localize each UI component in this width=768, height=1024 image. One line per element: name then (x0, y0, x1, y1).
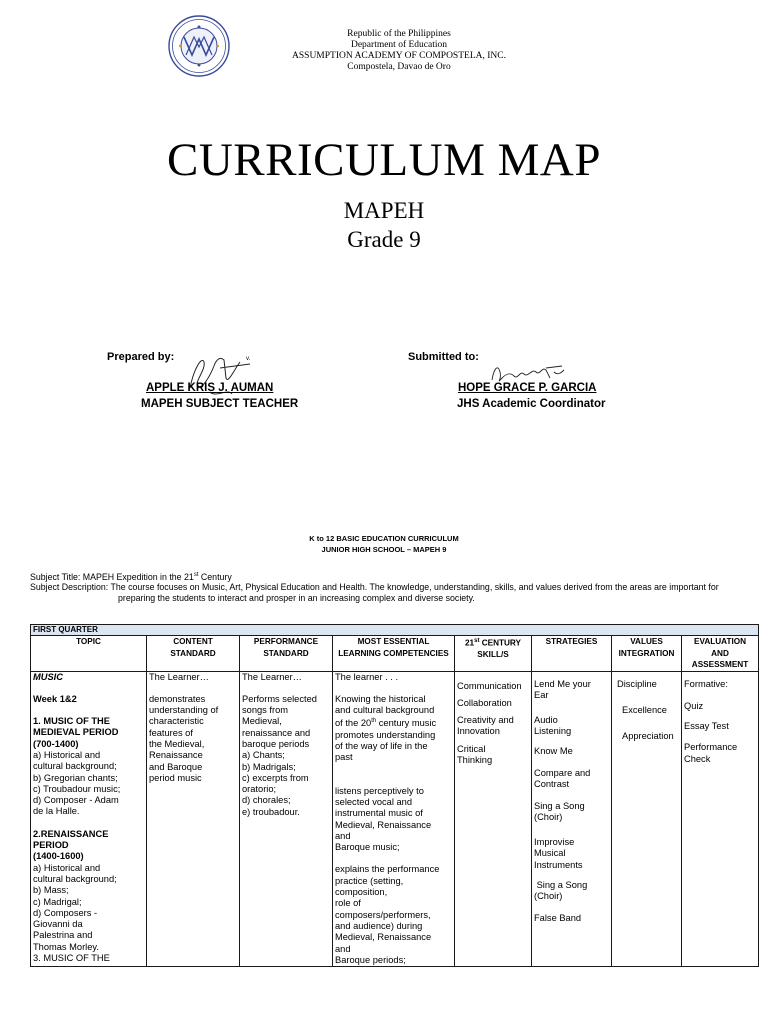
preparer-role: MAPEH SUBJECT TEACHER (141, 398, 299, 410)
melc-line: practice (setting, (335, 875, 404, 886)
curriculum-line-2: JUNIOR HIGH SCHOOL – MAPEH 9 (321, 545, 447, 554)
performance-line: Medieval, (242, 716, 282, 727)
performance-standard-cell (240, 671, 333, 967)
topic-line: (1400-1600) (33, 851, 84, 862)
subject-name: MAPEH (343, 198, 425, 223)
evaluation-item: Formative: (684, 678, 728, 689)
header-line-deped: Department of Education (350, 40, 448, 50)
melc-line: The learner . . . (335, 671, 399, 682)
strategy-item: Listening (534, 726, 572, 737)
topic-line: (700-1400) (33, 738, 79, 749)
header-values-integration (612, 636, 682, 672)
topic-line: 1. MUSIC OF THE (33, 716, 110, 727)
header-text: STANDARD (263, 648, 309, 658)
header-text: CONTENT (173, 637, 213, 646)
content-standard-cell (147, 671, 240, 967)
strategy-item: Contrast (534, 779, 570, 790)
melc-line: explains the performance (335, 864, 440, 875)
school-header (0, 29, 768, 73)
melc-line: role of (335, 898, 361, 909)
topic-line: c) Madrigal; (33, 896, 82, 907)
topic-line: Giovanni da (33, 919, 83, 930)
topic-line: a) Historical and (33, 749, 101, 760)
topic-line: b) Gregorian chants; (33, 772, 118, 783)
melc-line: composition, (335, 887, 388, 898)
column-headers (31, 636, 759, 672)
subject-description-line-2: preparing the students to interact and prosper in an increasing complex and diverse society. (118, 593, 475, 603)
header-topic-text: TOPIC (76, 637, 101, 646)
value-item: Appreciation (622, 731, 674, 742)
melc-line: and cultural background (335, 705, 435, 716)
content-line: demonstrates (149, 693, 206, 704)
skill-item: Communication (457, 680, 522, 691)
melc-line: Medieval, Renaissance (335, 819, 432, 830)
skill-item: Thinking (457, 754, 493, 765)
topic-line: d) Composers - (33, 907, 98, 918)
svg-text:v.: v. (246, 356, 251, 362)
strategy-item: Sing a Song (534, 880, 588, 891)
preparer-name: APPLE KRIS J. AUMAN (146, 382, 274, 394)
header-line-republic: Republic of the Philippines (347, 29, 451, 39)
topic-line: Palestrina and (33, 930, 93, 941)
header-text: ASSESSMENT (691, 660, 749, 669)
value-item: Excellence (622, 704, 667, 715)
evaluation-item: Check (684, 753, 711, 764)
melc-line: Medieval, Renaissance (335, 932, 432, 943)
melc-line: Knowing the historical (335, 693, 426, 704)
subject-title (30, 570, 232, 583)
performance-line: d) chorales; (242, 795, 291, 806)
header-text (457, 636, 529, 649)
grade-level: Grade 9 (347, 227, 421, 252)
header-text: PERFORMANCE (253, 637, 319, 646)
content-line: features of (149, 727, 193, 738)
topic-line: PERIOD (33, 840, 69, 851)
header-strategies (532, 636, 612, 672)
header-text: INTEGRATION (618, 648, 675, 658)
melc-sup: th (371, 718, 377, 725)
curriculum-line-1: K to 12 BASIC EDUCATION CURRICULUM (309, 534, 459, 543)
melc-line: listens perceptively to (335, 785, 424, 796)
content-line: and Baroque (149, 761, 203, 772)
strategy-item: Compare and (534, 767, 591, 778)
strategy-item: Audio (534, 715, 558, 726)
skill-item: Collaboration (457, 697, 512, 708)
strategies-cell (532, 671, 612, 967)
content-line: characteristic (149, 716, 204, 727)
header-text: STRATEGIES (545, 637, 598, 646)
evaluation-cell (682, 671, 759, 967)
skill-item: Innovation (457, 726, 500, 737)
strategy-item: Sing a Song (534, 800, 585, 811)
melc-text: of the 20 (335, 718, 372, 729)
content-line: The Learner… (149, 671, 209, 682)
evaluation-item: Quiz (684, 700, 704, 711)
strategy-item: Musical (534, 848, 566, 859)
skills-cell (455, 671, 532, 967)
header-sup: st (474, 638, 480, 644)
header-text: VALUES (630, 637, 663, 646)
header-text: CENTURY (479, 638, 521, 648)
topic-line: a) Historical and (33, 862, 101, 873)
header-text: EVALUATION (694, 637, 747, 646)
header-text: LEARNING COMPETENCIES (338, 648, 449, 658)
topic-line: MEDIEVAL PERIOD (33, 727, 119, 738)
performance-line: Performs selected (242, 693, 317, 704)
header-content-standard (147, 636, 240, 672)
subject-title-text: Subject Title: MAPEH Expedition in the 21 (30, 571, 194, 582)
performance-line: songs from (242, 705, 288, 716)
topic-line: de la Halle. (33, 806, 80, 817)
curriculum-map-table (30, 624, 759, 967)
header-text: 21 (465, 638, 475, 648)
header-text: AND (711, 648, 729, 658)
subject-title-sup: st (193, 572, 199, 578)
header-evaluation (682, 636, 759, 672)
melc-line: Baroque music; (335, 842, 400, 853)
melc-line: and (335, 943, 351, 954)
strategy-item: Instruments (534, 859, 583, 870)
melc-cell (333, 671, 455, 967)
topic-line: c) Troubadour music; (33, 783, 121, 794)
submitted-to-label: Submitted to: (408, 351, 479, 363)
strategy-item: Ear (534, 689, 549, 700)
melc-line: instrumental music of (335, 808, 423, 819)
melc-text: century music (376, 718, 437, 729)
performance-line: e) troubadour. (242, 806, 300, 817)
strategy-item: Lend Me your (534, 678, 591, 689)
skill-item: Critical (457, 743, 486, 754)
header-text: MOST ESSENTIAL (357, 637, 430, 646)
evaluation-item: Performance (684, 742, 738, 753)
topic-line: 3. MUSIC OF THE (33, 953, 110, 964)
performance-line: a) Chants; (242, 750, 285, 761)
coordinator-role: JHS Academic Coordinator (457, 398, 606, 410)
topic-line: d) Composer - Adam (33, 795, 119, 806)
performance-line: baroque periods (242, 738, 310, 749)
header-text: STANDARD (170, 648, 216, 658)
header-melc (333, 636, 455, 672)
melc-line: past (335, 752, 353, 763)
strategy-item: False Band (534, 912, 582, 923)
topic-line: 2.RENAISSANCE (33, 828, 109, 839)
topic-week: Week 1&2 (33, 693, 77, 704)
header-topic (31, 636, 147, 672)
skill-item: Creativity and (457, 715, 514, 726)
topic-line: Thomas Morley. (33, 941, 99, 952)
table-row (31, 671, 759, 967)
values-cell (612, 671, 682, 967)
melc-line: and (335, 830, 351, 841)
melc-line: promotes understanding (335, 729, 436, 740)
strategy-item: Know Me (534, 745, 573, 756)
strategy-item: Improvise (534, 837, 575, 848)
subject-description-line-1: Subject Description: The course focuses on Music, Art, Physical Education and Health. The knowledge, understanding, skills, and values derived from the areas are important for (30, 582, 719, 592)
melc-line: composers/performers, (335, 909, 431, 920)
melc-line (335, 716, 452, 729)
content-line: understanding of (149, 705, 219, 716)
strategy-item: (Choir) (534, 811, 563, 822)
melc-line: of the way of life in the (335, 741, 428, 752)
quarter-header: FIRST QUARTER (31, 625, 759, 636)
header-performance-standard (240, 636, 333, 672)
strategy-item: (Choir) (534, 891, 563, 902)
topic-line: cultural background; (33, 761, 117, 772)
performance-line: c) excerpts from (242, 772, 309, 783)
melc-line: selected vocal and (335, 796, 413, 807)
performance-line: The Learner… (242, 671, 302, 682)
evaluation-item: Essay Test (684, 721, 729, 732)
content-line: period music (149, 772, 202, 783)
melc-line: and audience) during (335, 920, 423, 931)
content-line: Renaissance (149, 750, 203, 761)
header-21st-century-skills (455, 636, 532, 672)
topic-music: MUSIC (33, 671, 63, 682)
header-line-school: ASSUMPTION ACADEMY OF COMPOSTELA, INC. (292, 51, 506, 61)
subject-title-end: Century (198, 571, 232, 582)
performance-line: oratorio; (242, 784, 277, 795)
curriculum-heading (0, 533, 768, 555)
topic-line: b) Mass; (33, 885, 69, 896)
performance-line: renaissance and (242, 727, 311, 738)
header-text: SKILL/S (477, 650, 509, 660)
value-item: Discipline (617, 678, 657, 689)
topic-line: cultural background; (33, 873, 117, 884)
content-line: the Medieval, (149, 738, 205, 749)
melc-line: Baroque periods; (335, 954, 406, 965)
coordinator-name: HOPE GRACE P. GARCIA (458, 382, 597, 394)
header-line-address: Compostela, Davao de Oro (347, 62, 451, 72)
performance-line: b) Madrigals; (242, 761, 296, 772)
document-title: CURRICULUM MAP (167, 134, 601, 186)
topic-cell (31, 671, 147, 967)
prepared-by-label: Prepared by: (107, 351, 175, 363)
